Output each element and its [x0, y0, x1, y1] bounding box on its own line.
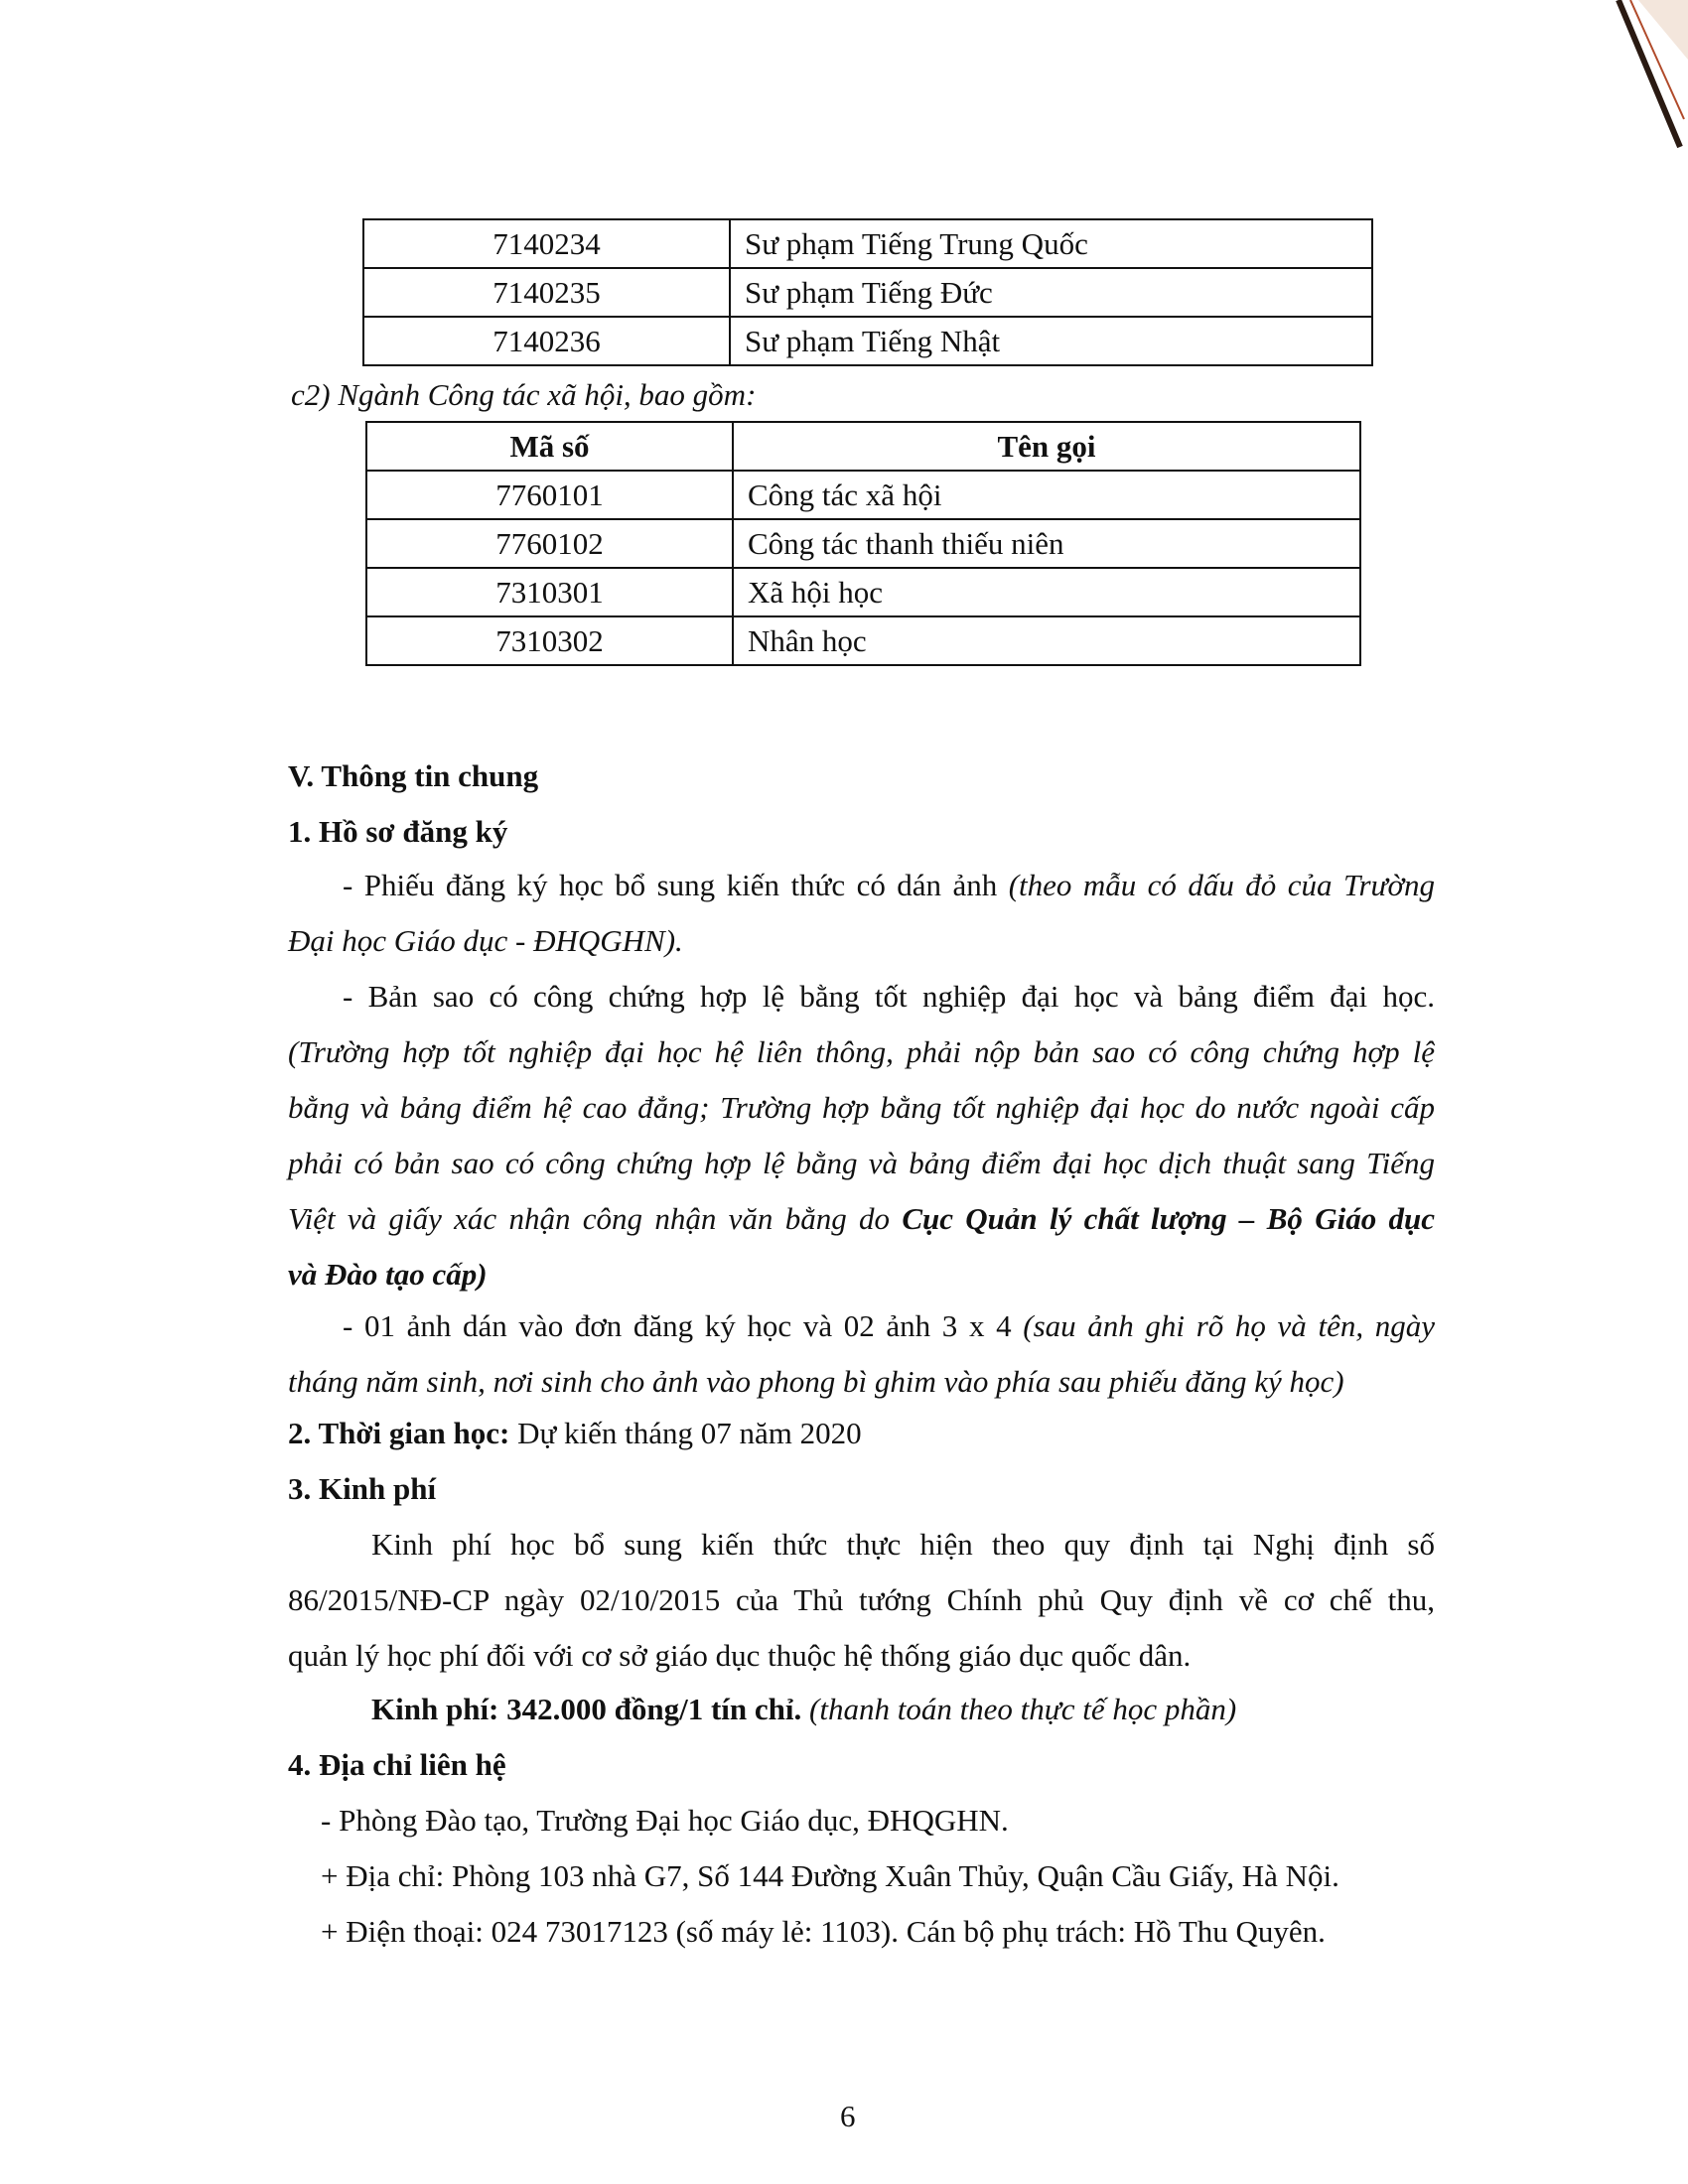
fee-amount: Kinh phí: 342.000 đồng/1 tín chỉ. [371, 1692, 802, 1726]
subsection-title-contact: 4. Địa chỉ liên hệ [288, 1747, 506, 1782]
table-row [366, 519, 1360, 568]
paragraph-line: 86/2015/NĐ-CP ngày 02/10/2015 của Thủ tướng Chính phủ Quy định về cơ chế thu, [288, 1582, 1435, 1617]
header-code: Mã số [366, 422, 733, 471]
major-name: Nhân học [733, 616, 1360, 665]
paragraph-line [343, 1306, 1435, 1346]
major-code: 7760101 [366, 471, 733, 519]
text-span-italic: (sau ảnh ghi rõ họ và tên, ngày [1023, 1308, 1435, 1343]
subsection-title-application: 1. Hồ sơ đăng ký [288, 814, 508, 849]
paragraph-line: quản lý học phí đối với cơ sở giáo dục thuộc hệ thống giáo dục quốc dân. [288, 1638, 1192, 1673]
table-row [363, 317, 1372, 365]
major-name: Sư phạm Tiếng Trung Quốc [730, 219, 1372, 268]
major-code: 7760102 [366, 519, 733, 568]
major-code: 7310301 [366, 568, 733, 616]
paragraph-line [288, 1199, 1435, 1239]
major-code: 7140235 [363, 268, 730, 317]
major-name: Sư phạm Tiếng Nhật [730, 317, 1372, 365]
text-span-bold: Cục Quản lý chất lượng – Bộ Giáo dục [902, 1201, 1435, 1236]
table-row [363, 219, 1372, 268]
paragraph-line: (Trường hợp tốt nghiệp đại học hệ liên thông, phải nộp bản sao có công chứng hợp lệ [288, 1034, 1435, 1069]
study-time-line [288, 1414, 862, 1453]
contact-phone: + Điện thoại: 024 73017123 (số máy lẻ: 1103). Cán bộ phụ trách: Hồ Thu Quyên. [321, 1914, 1326, 1949]
major-code: 7310302 [366, 616, 733, 665]
paragraph-line: và Đào tạo cấp) [288, 1257, 488, 1292]
major-name: Sư phạm Tiếng Đức [730, 268, 1372, 317]
table-header-row [366, 422, 1360, 471]
header-name: Tên gọi [733, 422, 1360, 471]
paragraph-line [343, 866, 1435, 905]
paragraph-line: phải có bản sao có công chứng hợp lệ bằng và bảng điểm đại học dịch thuật sang Tiếng [288, 1146, 1435, 1180]
study-time-value: Dự kiến tháng 07 năm 2020 [509, 1416, 862, 1450]
major-code: 7140234 [363, 219, 730, 268]
contact-address: + Địa chỉ: Phòng 103 nhà G7, Số 144 Đường Xuân Thủy, Quận Cầu Giấy, Hà Nội. [321, 1858, 1339, 1893]
table-row [366, 568, 1360, 616]
study-time-label: 2. Thời gian học: [288, 1416, 510, 1450]
c2-heading: c2) Ngành Công tác xã hội, bao gồm: [291, 377, 757, 412]
section-title: V. Thông tin chung [288, 758, 539, 793]
majors-table-c2 [365, 421, 1361, 666]
paragraph-line: bằng và bảng điểm hệ cao đẳng; Trường hợp bằng tốt nghiệp đại học do nước ngoài cấp [288, 1090, 1435, 1125]
subsection-title-fee: 3. Kinh phí [288, 1471, 437, 1506]
major-name: Xã hội học [733, 568, 1360, 616]
fee-note: (thanh toán theo thực tế học phần) [801, 1692, 1237, 1726]
contact-office: - Phòng Đào tạo, Trường Đại học Giáo dục, ĐHQGHN. [321, 1803, 1009, 1838]
paragraph-line: Kinh phí học bổ sung kiến thức thực hiện theo quy định tại Nghị định số [371, 1527, 1435, 1562]
text-span: - 01 ảnh dán vào đơn đăng ký học và 02 ảnh 3 x 4 [343, 1308, 1024, 1343]
text-span: - Phiếu đăng ký học bổ sung kiến thức có dán ảnh [343, 868, 1009, 902]
major-name: Công tác thanh thiếu niên [733, 519, 1360, 568]
major-name: Công tác xã hội [733, 471, 1360, 519]
page-number: 6 [840, 2099, 856, 2133]
table-row [363, 268, 1372, 317]
text-span-italic: Việt và giấy xác nhận công nhận văn bằng do [288, 1201, 903, 1236]
corner-fold-mark [1519, 0, 1688, 159]
paragraph-line: - Bản sao có công chứng hợp lệ bằng tốt nghiệp đại học và bảng điểm đại học. [343, 979, 1435, 1014]
paragraph-line: tháng năm sinh, nơi sinh cho ảnh vào phong bì ghim vào phía sau phiếu đăng ký học) [288, 1364, 1344, 1399]
table-row [366, 471, 1360, 519]
paragraph-line: Đại học Giáo dục - ĐHQGHN). [288, 923, 683, 958]
majors-table-c1 [362, 218, 1373, 366]
major-code: 7140236 [363, 317, 730, 365]
text-span-italic: (theo mẫu có dấu đỏ của Trường [1008, 868, 1436, 902]
table-row [366, 616, 1360, 665]
fee-amount-line [371, 1690, 1236, 1729]
